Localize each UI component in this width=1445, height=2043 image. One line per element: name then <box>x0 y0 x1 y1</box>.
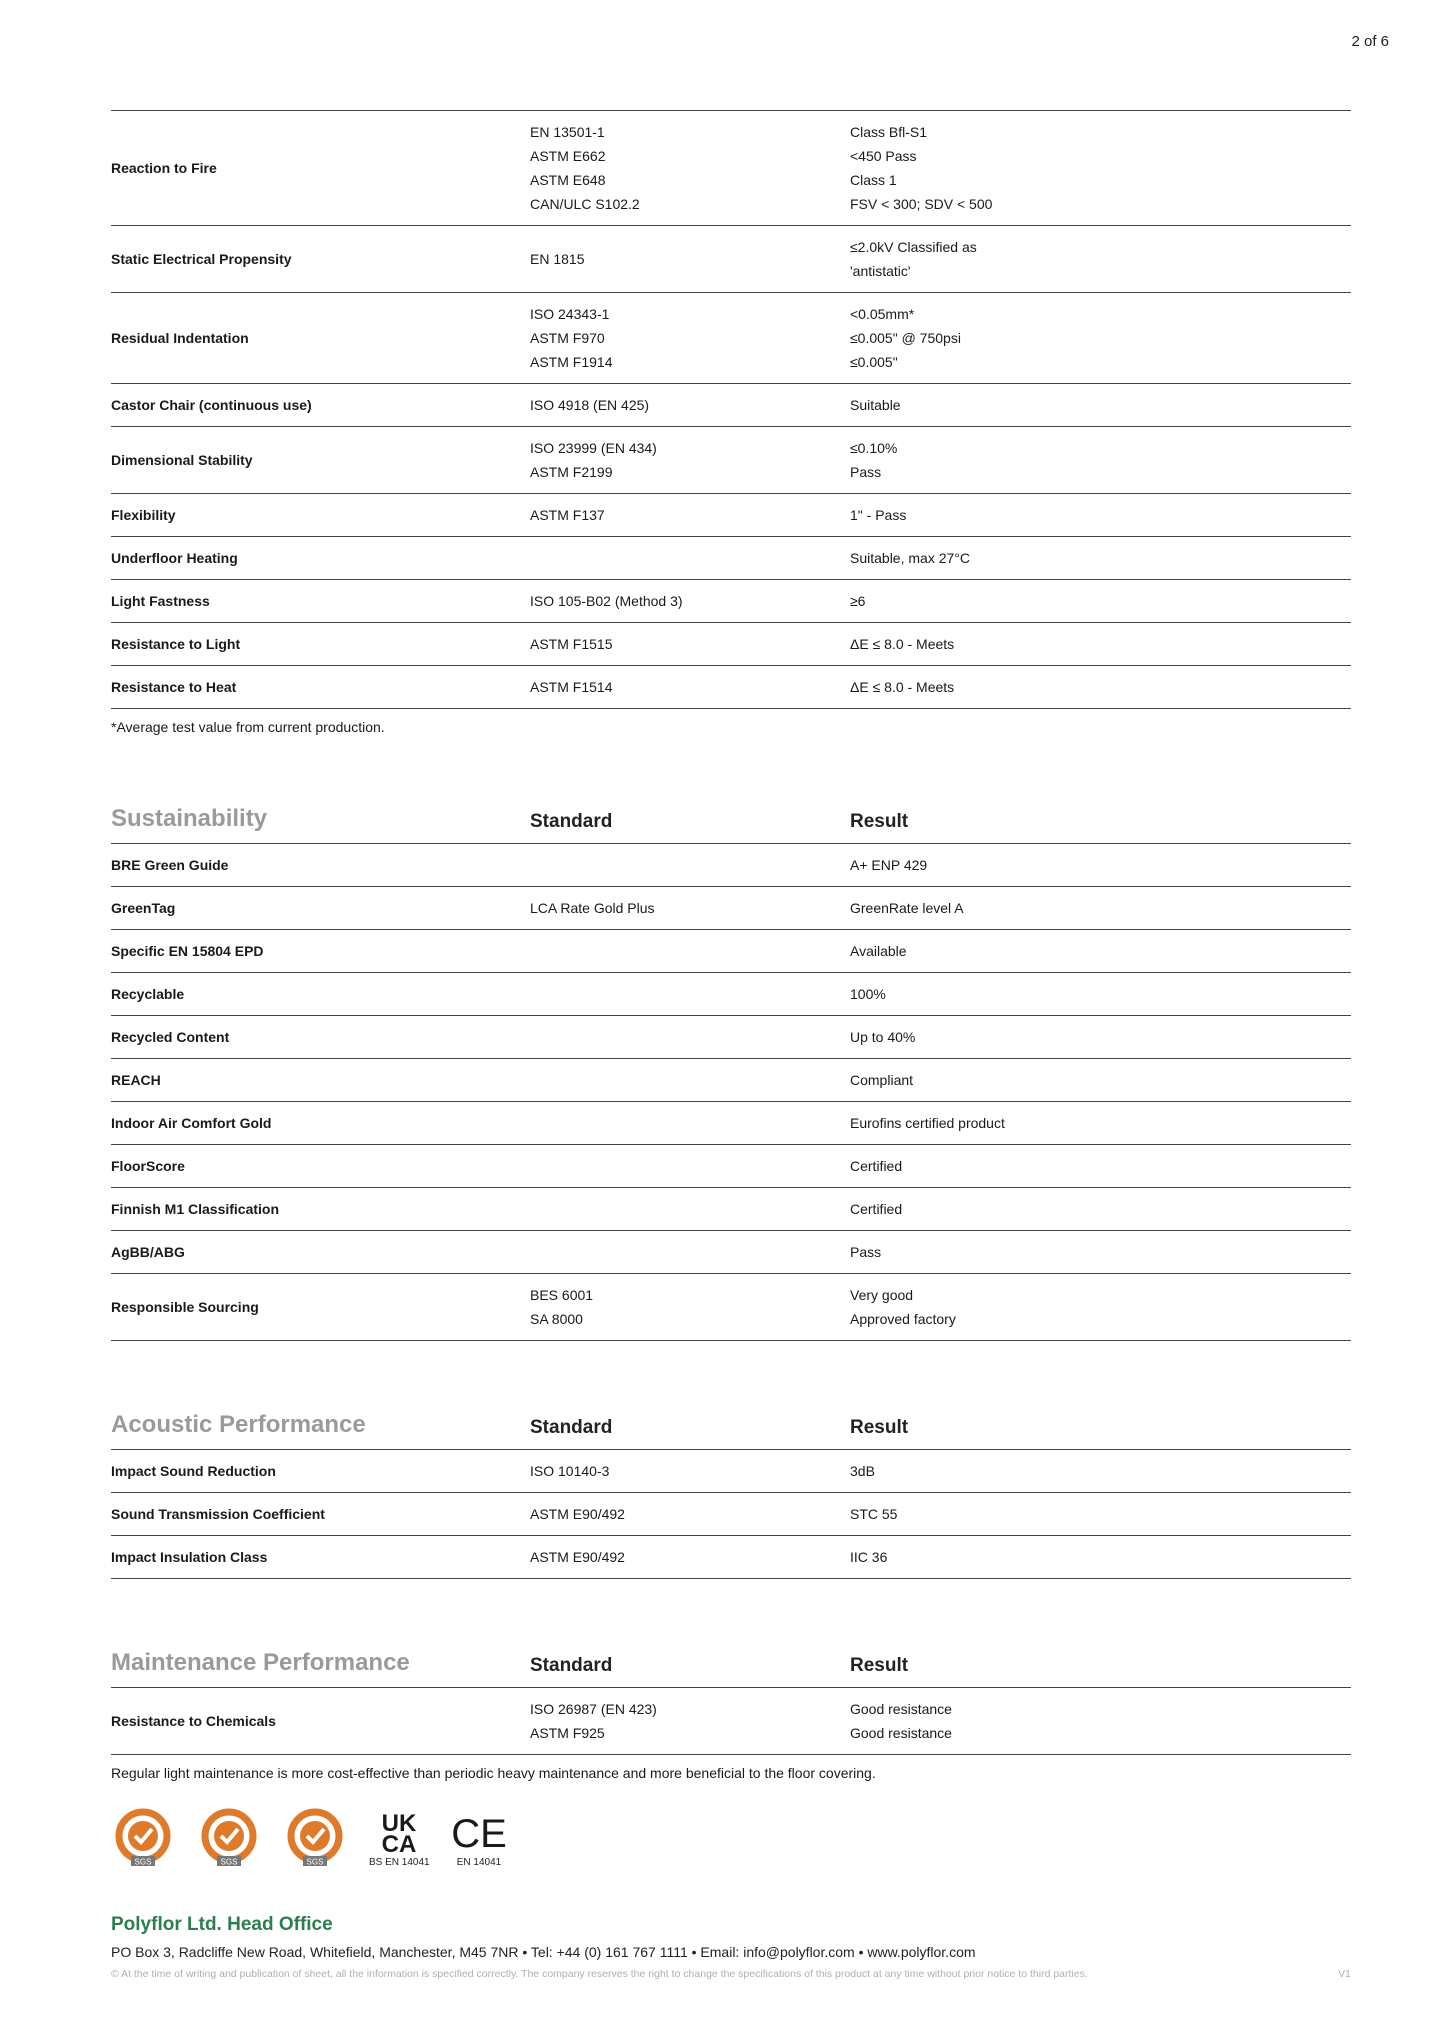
result-value: A+ ENP 429 <box>850 857 928 873</box>
standard-value: ISO 4918 (EN 425) <box>530 397 650 413</box>
result-value: Compliant <box>850 1072 914 1088</box>
standard-cell <box>530 111 850 226</box>
standard-value: ASTM E90/492 <box>530 1506 625 1522</box>
sgs-certification-badge-icon <box>197 1808 261 1868</box>
standard-value: ASTM F1515 <box>530 636 613 652</box>
performance-footnote: *Average test value from current production. <box>111 719 385 735</box>
result-header: Result <box>850 1649 1351 1688</box>
standard-cell <box>530 427 850 494</box>
table-row <box>111 427 1351 494</box>
property-name: Impact Sound Reduction <box>111 1450 530 1493</box>
property-name: Underfloor Heating <box>111 537 530 580</box>
result-cell <box>850 580 1351 623</box>
standard-value: ASTM F1914 <box>530 354 613 370</box>
standard-value: ASTM E648 <box>530 172 606 188</box>
table-row <box>111 930 1351 973</box>
result-value: IIC 36 <box>850 1549 888 1565</box>
standard-cell <box>530 1145 850 1188</box>
result-value: Class 1 <box>850 172 897 188</box>
property-name: Reaction to Fire <box>111 111 530 226</box>
performance-rows <box>111 111 1351 709</box>
result-cell <box>850 666 1351 709</box>
standard-cell <box>530 384 850 427</box>
table-row <box>111 973 1351 1016</box>
table-row <box>111 1274 1351 1341</box>
standard-value: ISO 10140-3 <box>530 1463 610 1479</box>
result-cell <box>850 623 1351 666</box>
section-title: Sustainability <box>111 805 530 844</box>
table-row <box>111 111 1351 226</box>
ukca-line-1: UK <box>381 1810 417 1837</box>
table-row <box>111 226 1351 293</box>
certification-logos <box>111 1808 509 1868</box>
maintenance-table <box>111 1688 1351 1755</box>
result-cell <box>850 1493 1351 1536</box>
table-row <box>111 1102 1351 1145</box>
acoustic-rows <box>111 1450 1351 1579</box>
result-cell <box>850 226 1351 293</box>
result-cell <box>850 1059 1351 1102</box>
head-office-title: Polyflor Ltd. Head Office <box>111 1914 333 1935</box>
result-value: FSV < 300; SDV < 500 <box>850 196 993 212</box>
result-value: Pass <box>850 464 882 480</box>
result-value: Approved factory <box>850 1311 956 1327</box>
result-value: Available <box>850 943 907 959</box>
standard-value: SA 8000 <box>530 1311 583 1327</box>
disclaimer-text: © At the time of writing and publication of sheet, all the information is specified correctly. The company reserves the right to change the specifications of this product at any time without prior notice to third parties. <box>111 1968 1088 1980</box>
result-cell <box>850 293 1351 384</box>
standard-cell <box>530 1231 850 1274</box>
result-cell <box>850 930 1351 973</box>
standard-cell <box>530 1493 850 1536</box>
property-name: FloorScore <box>111 1145 530 1188</box>
property-name: Resistance to Chemicals <box>111 1688 530 1755</box>
standard-cell <box>530 930 850 973</box>
table-row <box>111 1493 1351 1536</box>
result-value: 1" - Pass <box>850 507 907 523</box>
result-cell <box>850 844 1351 887</box>
standard-value: LCA Rate Gold Plus <box>530 900 655 916</box>
table-row <box>111 384 1351 427</box>
badge-label: SGS <box>220 1857 238 1867</box>
result-value: ΔE ≤ 8.0 - Meets <box>850 636 955 652</box>
standard-cell <box>530 1450 850 1493</box>
result-value: 100% <box>850 986 886 1002</box>
standard-cell <box>530 1274 850 1341</box>
ce-caption: EN 14041 <box>456 1857 502 1868</box>
property-name: Castor Chair (continuous use) <box>111 384 530 427</box>
spec-content <box>111 110 1351 1781</box>
standard-cell <box>530 1059 850 1102</box>
property-name: Dimensional Stability <box>111 427 530 494</box>
property-name: Finnish M1 Classification <box>111 1188 530 1231</box>
standard-value: ASTM F2199 <box>530 464 613 480</box>
property-name: Recycled Content <box>111 1016 530 1059</box>
table-row <box>111 1536 1351 1579</box>
standard-header: Standard <box>530 1649 850 1688</box>
result-cell <box>850 887 1351 930</box>
standard-cell <box>530 1016 850 1059</box>
property-name: Flexibility <box>111 494 530 537</box>
sustainability-header <box>111 805 1351 844</box>
result-cell <box>850 1688 1351 1755</box>
badge-label: SGS <box>134 1857 152 1867</box>
property-name: Residual Indentation <box>111 293 530 384</box>
table-row <box>111 844 1351 887</box>
property-name: Specific EN 15804 EPD <box>111 930 530 973</box>
table-row <box>111 1145 1351 1188</box>
result-value: Very good <box>850 1287 914 1303</box>
standard-cell <box>530 494 850 537</box>
result-cell <box>850 494 1351 537</box>
standard-value: ASTM E90/492 <box>530 1549 625 1565</box>
standard-value: EN 1815 <box>530 251 585 267</box>
standard-cell <box>530 973 850 1016</box>
badge-label: SGS <box>306 1857 324 1867</box>
result-value: 'antistatic' <box>850 263 911 279</box>
result-value: Certified <box>850 1158 903 1174</box>
section-title: Acoustic Performance <box>111 1411 530 1450</box>
standard-value: BES 6001 <box>530 1287 594 1303</box>
ce-mark <box>449 1813 509 1868</box>
standard-cell <box>530 887 850 930</box>
standard-value: ASTM F970 <box>530 330 605 346</box>
sustainability-table <box>111 844 1351 1341</box>
ukca-mark <box>369 1810 430 1868</box>
result-cell <box>850 973 1351 1016</box>
disclaimer <box>111 1968 1351 1980</box>
result-value: Suitable <box>850 397 901 413</box>
standard-value: ISO 105-B02 (Method 3) <box>530 593 683 609</box>
sgs-certification-badge-icon <box>283 1808 347 1868</box>
result-cell <box>850 1450 1351 1493</box>
property-name: Indoor Air Comfort Gold <box>111 1102 530 1145</box>
standard-value: ASTM E662 <box>530 148 606 164</box>
standard-value: ISO 23999 (EN 434) <box>530 440 657 456</box>
standard-cell <box>530 1688 850 1755</box>
standard-cell <box>530 293 850 384</box>
footer <box>111 1914 1351 1980</box>
table-row <box>111 887 1351 930</box>
result-value: <0.05mm* <box>850 306 915 322</box>
maintenance-note: Regular light maintenance is more cost-effective than periodic heavy maintenance and more beneficial to the floor covering. <box>111 1765 876 1781</box>
maintenance-rows <box>111 1688 1351 1755</box>
result-value: Certified <box>850 1201 903 1217</box>
standard-value: ASTM F925 <box>530 1725 605 1741</box>
standard-cell <box>530 844 850 887</box>
standard-cell <box>530 1188 850 1231</box>
property-name: Responsible Sourcing <box>111 1274 530 1341</box>
standard-value: CAN/ULC S102.2 <box>530 196 640 212</box>
result-cell <box>850 427 1351 494</box>
property-name: BRE Green Guide <box>111 844 530 887</box>
property-name: Light Fastness <box>111 580 530 623</box>
ukca-line-2: CA <box>381 1831 417 1858</box>
performance-table <box>111 110 1351 709</box>
result-header: Result <box>850 1411 1351 1450</box>
result-cell <box>850 537 1351 580</box>
ukca-caption: BS EN 14041 <box>369 1857 430 1868</box>
property-name: AgBB/ABG <box>111 1231 530 1274</box>
property-name: GreenTag <box>111 887 530 930</box>
property-name: Impact Insulation Class <box>111 1536 530 1579</box>
table-row <box>111 1188 1351 1231</box>
result-value: ≤0.005" @ 750psi <box>850 330 961 346</box>
table-row <box>111 1059 1351 1102</box>
standard-header: Standard <box>530 1411 850 1450</box>
standard-cell <box>530 666 850 709</box>
result-header: Result <box>850 805 1351 844</box>
acoustic-table <box>111 1450 1351 1579</box>
result-value: STC 55 <box>850 1506 898 1522</box>
result-value: ≥6 <box>850 593 866 609</box>
table-row <box>111 1450 1351 1493</box>
standard-cell <box>530 226 850 293</box>
result-value: Good resistance <box>850 1701 952 1717</box>
result-value: Pass <box>850 1244 882 1260</box>
result-cell <box>850 111 1351 226</box>
table-row <box>111 623 1351 666</box>
result-value: Up to 40% <box>850 1029 916 1045</box>
table-row <box>111 1688 1351 1755</box>
table-row <box>111 293 1351 384</box>
property-name: Recyclable <box>111 973 530 1016</box>
sustainability-rows <box>111 844 1351 1341</box>
version-label: V1 <box>1338 1968 1351 1980</box>
standard-cell <box>530 537 850 580</box>
address-line: PO Box 3, Radcliffe New Road, Whitefield, Manchester, M45 7NR • Tel: +44 (0) 161 767 1111 • Email: info@polyflor.com • www.polyflor.com <box>111 1944 976 1960</box>
standard-cell <box>530 623 850 666</box>
table-row <box>111 666 1351 709</box>
result-value: Suitable, max 27°C <box>850 550 970 566</box>
result-value: Eurofins certified product <box>850 1115 1005 1131</box>
result-cell <box>850 1016 1351 1059</box>
acoustic-header <box>111 1411 1351 1450</box>
result-value: ≤0.10% <box>850 440 898 456</box>
table-row <box>111 580 1351 623</box>
page-number: 2 of 6 <box>1351 33 1389 50</box>
result-value: Good resistance <box>850 1725 952 1741</box>
table-row <box>111 494 1351 537</box>
result-cell <box>850 384 1351 427</box>
standard-value: ASTM F1514 <box>530 679 613 695</box>
property-name: REACH <box>111 1059 530 1102</box>
result-value: ΔE ≤ 8.0 - Meets <box>850 679 955 695</box>
result-cell <box>850 1274 1351 1341</box>
table-row <box>111 1016 1351 1059</box>
property-name: Resistance to Light <box>111 623 530 666</box>
property-name: Sound Transmission Coefficient <box>111 1493 530 1536</box>
result-value: 3dB <box>850 1463 875 1479</box>
standard-value: EN 13501-1 <box>530 124 605 140</box>
standard-value: ISO 26987 (EN 423) <box>530 1701 657 1717</box>
result-cell <box>850 1102 1351 1145</box>
property-name: Resistance to Heat <box>111 666 530 709</box>
property-name: Static Electrical Propensity <box>111 226 530 293</box>
result-value: ≤0.005" <box>850 354 898 370</box>
standard-cell <box>530 1536 850 1579</box>
ce-mark-icon: CE <box>451 1812 507 1856</box>
sgs-certification-badge-icon <box>111 1808 175 1868</box>
table-row <box>111 1231 1351 1274</box>
standard-header: Standard <box>530 805 850 844</box>
table-row <box>111 537 1351 580</box>
maintenance-header <box>111 1649 1351 1688</box>
result-value: GreenRate level A <box>850 900 964 916</box>
standard-cell <box>530 1102 850 1145</box>
result-value: Class Bfl-S1 <box>850 124 928 140</box>
result-value: <450 Pass <box>850 148 917 164</box>
section-title: Maintenance Performance <box>111 1649 530 1688</box>
result-cell <box>850 1536 1351 1579</box>
result-cell <box>850 1145 1351 1188</box>
standard-cell <box>530 580 850 623</box>
result-cell <box>850 1188 1351 1231</box>
result-value: ≤2.0kV Classified as <box>850 239 977 255</box>
standard-value: ISO 24343-1 <box>530 306 610 322</box>
standard-value: ASTM F137 <box>530 507 605 523</box>
result-cell <box>850 1231 1351 1274</box>
